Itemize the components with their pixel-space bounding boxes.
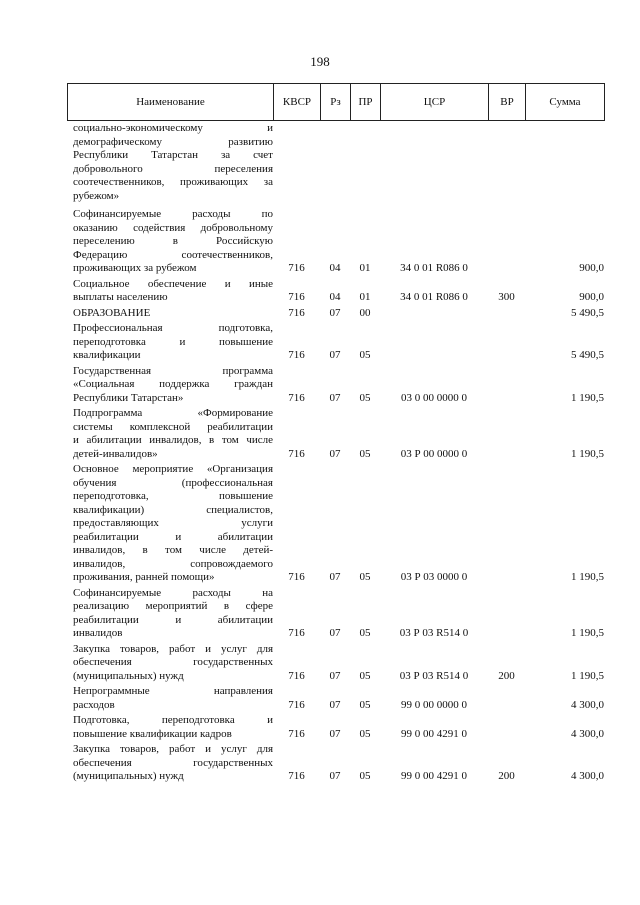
row-name-line: повышение квалификации кадров bbox=[73, 727, 232, 740]
table-row bbox=[67, 307, 604, 321]
rz-cell: 07 bbox=[329, 571, 341, 583]
row-name-line: реабилитации и абилитации bbox=[73, 613, 273, 626]
header-csr: ЦСР bbox=[381, 84, 489, 121]
row-name-line: квалификации bbox=[73, 349, 141, 361]
kvsr-cell: 716 bbox=[288, 571, 305, 583]
vr-cell: 200 bbox=[498, 770, 515, 782]
row-name-line: детей-инвалидов» bbox=[73, 447, 158, 460]
rz-cell: 04 bbox=[329, 291, 341, 303]
csr-cell: 03 Р 00 0000 0 bbox=[400, 447, 468, 460]
row-name bbox=[67, 463, 273, 585]
row-name-line: Софинансируемые расходы по bbox=[73, 208, 273, 220]
row-name bbox=[67, 685, 273, 712]
csr-cell: 03 Р 03 R514 0 bbox=[399, 669, 469, 682]
pr-cell: 05 bbox=[359, 349, 371, 361]
row-name bbox=[67, 307, 273, 321]
pr-cell: 05 bbox=[359, 727, 371, 740]
row-name-line: квалификации) специалистов, bbox=[73, 503, 273, 516]
pr-cell: 05 bbox=[359, 627, 371, 639]
row-name-line: обеспечения государственных bbox=[73, 656, 273, 668]
row-name-line: обучения (профессиональная bbox=[73, 476, 273, 489]
row-name bbox=[67, 278, 273, 305]
header-vr: ВР bbox=[489, 84, 526, 121]
row-name-line: (муниципальных) нужд bbox=[73, 770, 184, 782]
table-row bbox=[67, 643, 604, 684]
csr-cell: 03 0 00 0000 0 bbox=[401, 391, 467, 404]
row-name-line: оказанию содействия добровольному bbox=[73, 221, 273, 234]
kvsr-cell: 716 bbox=[288, 262, 305, 274]
row-name-line: Софинансируемые расходы на bbox=[73, 586, 273, 599]
csr-cell: 99 0 00 4291 0 bbox=[401, 727, 467, 740]
rz-cell: 07 bbox=[329, 306, 341, 319]
rz-cell: 04 bbox=[329, 262, 341, 274]
vr-cell: 300 bbox=[498, 291, 515, 303]
row-name-line: и абилитации инвалидов, в том числе bbox=[73, 434, 273, 446]
sum-cell: 1 190,5 bbox=[571, 627, 604, 639]
row-name-line: реализацию мероприятий в сфере bbox=[73, 600, 273, 612]
row-name-line: «Социальная поддержка граждан bbox=[73, 378, 273, 390]
table-row bbox=[67, 587, 604, 641]
sum-cell: 1 190,5 bbox=[571, 391, 604, 404]
vr-cell: 200 bbox=[498, 669, 515, 682]
pr-cell: 05 bbox=[359, 391, 371, 404]
budget-table-header bbox=[67, 83, 605, 121]
rz-cell: 07 bbox=[329, 698, 341, 711]
row-name-line: проживающих за рубежом bbox=[73, 262, 197, 274]
row-name-line: предоставляющих услуги bbox=[73, 517, 273, 529]
pr-cell: 05 bbox=[359, 770, 371, 782]
table-row bbox=[67, 743, 604, 784]
pr-cell: 05 bbox=[359, 669, 371, 682]
sum-cell: 900,0 bbox=[579, 262, 604, 274]
row-name bbox=[67, 587, 273, 641]
row-name-line: Подпрограмма «Формирование bbox=[73, 407, 273, 419]
rz-cell: 07 bbox=[329, 669, 341, 682]
sum-cell: 4 300,0 bbox=[571, 770, 604, 782]
row-name-line: Республики Татарстан за счет bbox=[73, 149, 273, 161]
table-row bbox=[67, 714, 604, 741]
row-name bbox=[67, 208, 273, 276]
row-name-line: (муниципальных) нужд bbox=[73, 669, 184, 682]
row-name-line: системы комплексной реабилитации bbox=[73, 420, 273, 433]
kvsr-cell: 716 bbox=[288, 306, 305, 319]
kvsr-cell: 716 bbox=[288, 291, 305, 303]
row-name-line: переподготовка и повышение bbox=[73, 335, 273, 348]
row-name-line: расходов bbox=[73, 698, 115, 711]
row-name bbox=[67, 714, 273, 741]
row-name-line: ОБРАЗОВАНИЕ bbox=[73, 306, 151, 319]
row-name-line: Закупка товаров, работ и услуг для bbox=[73, 642, 273, 655]
rz-cell: 07 bbox=[329, 349, 341, 361]
table-row bbox=[67, 208, 604, 276]
row-name-line: переподготовка, повышение bbox=[73, 490, 273, 502]
sum-cell: 4 300,0 bbox=[571, 698, 604, 711]
header-name: Наименование bbox=[68, 84, 274, 121]
row-name-line: проживания, ранней помощи» bbox=[73, 571, 215, 583]
row-name-line: инвалидов bbox=[73, 627, 123, 639]
kvsr-cell: 716 bbox=[288, 627, 305, 639]
table-row bbox=[67, 685, 604, 712]
pr-cell: 01 bbox=[359, 291, 371, 303]
pr-cell: 05 bbox=[359, 571, 371, 583]
table-row bbox=[67, 365, 604, 406]
kvsr-cell: 716 bbox=[288, 447, 305, 460]
row-name-line: инвалидов, сопровождаемого bbox=[73, 557, 273, 570]
table-row bbox=[67, 407, 604, 461]
kvsr-cell: 716 bbox=[288, 391, 305, 404]
row-name-line: инвалидов, в том числе детей- bbox=[73, 544, 273, 556]
kvsr-cell: 716 bbox=[288, 727, 305, 740]
kvsr-cell: 716 bbox=[288, 698, 305, 711]
rz-cell: 07 bbox=[329, 447, 341, 460]
row-name-line: Подготовка, переподготовка и bbox=[73, 714, 273, 726]
page-number: 198 bbox=[310, 54, 330, 69]
row-name-line: Государственная программа bbox=[73, 364, 273, 377]
row-name bbox=[67, 407, 273, 461]
row-name bbox=[67, 743, 273, 784]
table-row bbox=[67, 322, 604, 363]
csr-cell: 99 0 00 4291 0 bbox=[401, 770, 467, 782]
kvsr-cell: 716 bbox=[288, 349, 305, 361]
row-name-line: Социальное обеспечение и иные bbox=[73, 277, 273, 290]
csr-cell: 03 Р 03 0000 0 bbox=[400, 571, 468, 583]
budget-table-body bbox=[67, 122, 604, 786]
sum-cell: 1 190,5 bbox=[571, 447, 604, 460]
table-row bbox=[67, 122, 604, 203]
rz-cell: 07 bbox=[329, 627, 341, 639]
csr-cell: 34 0 01 R086 0 bbox=[400, 291, 468, 303]
rz-cell: 07 bbox=[329, 770, 341, 782]
header-kvsr: КВСР bbox=[274, 84, 321, 121]
header-rz: Рз bbox=[321, 84, 351, 121]
sum-cell: 1 190,5 bbox=[571, 669, 604, 682]
table-row bbox=[67, 278, 604, 305]
csr-cell: 03 Р 03 R514 0 bbox=[399, 627, 469, 639]
kvsr-cell: 716 bbox=[288, 770, 305, 782]
row-name bbox=[67, 643, 273, 684]
row-name-line: выплаты населению bbox=[73, 291, 168, 303]
rz-cell: 07 bbox=[329, 391, 341, 404]
csr-cell: 34 0 01 R086 0 bbox=[400, 262, 468, 274]
sum-cell: 900,0 bbox=[579, 291, 604, 303]
row-name-line: демографическому развитию bbox=[73, 135, 273, 148]
row-name-line: рубежом» bbox=[73, 189, 120, 202]
sum-cell: 1 190,5 bbox=[571, 571, 604, 583]
sum-cell: 5 490,5 bbox=[571, 349, 604, 361]
sum-cell: 5 490,5 bbox=[571, 306, 604, 319]
row-name-line: переселению в Российскую bbox=[73, 235, 273, 247]
row-name-line: обеспечения государственных bbox=[73, 756, 273, 769]
csr-cell: 99 0 00 0000 0 bbox=[401, 698, 467, 711]
header-pr: ПР bbox=[351, 84, 381, 121]
rz-cell: 07 bbox=[329, 727, 341, 740]
row-name-line: Профессиональная подготовка, bbox=[73, 322, 273, 334]
row-name bbox=[67, 365, 273, 406]
table-row bbox=[67, 463, 604, 585]
sum-cell: 4 300,0 bbox=[571, 727, 604, 740]
row-name bbox=[67, 322, 273, 363]
row-name-line: Основное мероприятие «Организация bbox=[73, 463, 273, 475]
pr-cell: 05 bbox=[359, 447, 371, 460]
row-name-line: реабилитации и абилитации bbox=[73, 530, 273, 543]
row-name-line: Республики Татарстан» bbox=[73, 391, 184, 404]
row-name-line: Федерацию соотечественников, bbox=[73, 248, 273, 261]
row-name-line: Непрограммные направления bbox=[73, 685, 273, 697]
row-name-line: социально-экономическому и bbox=[73, 122, 273, 134]
row-name bbox=[67, 122, 273, 203]
pr-cell: 00 bbox=[359, 306, 371, 319]
header-sum: Сумма bbox=[526, 84, 605, 121]
row-name-line: добровольного переселения bbox=[73, 162, 273, 175]
pr-cell: 05 bbox=[359, 698, 371, 711]
pr-cell: 01 bbox=[359, 262, 371, 274]
kvsr-cell: 716 bbox=[288, 669, 305, 682]
row-name-line: соотечественников, проживающих за bbox=[73, 176, 273, 188]
row-name-line: Закупка товаров, работ и услуг для bbox=[73, 743, 273, 755]
